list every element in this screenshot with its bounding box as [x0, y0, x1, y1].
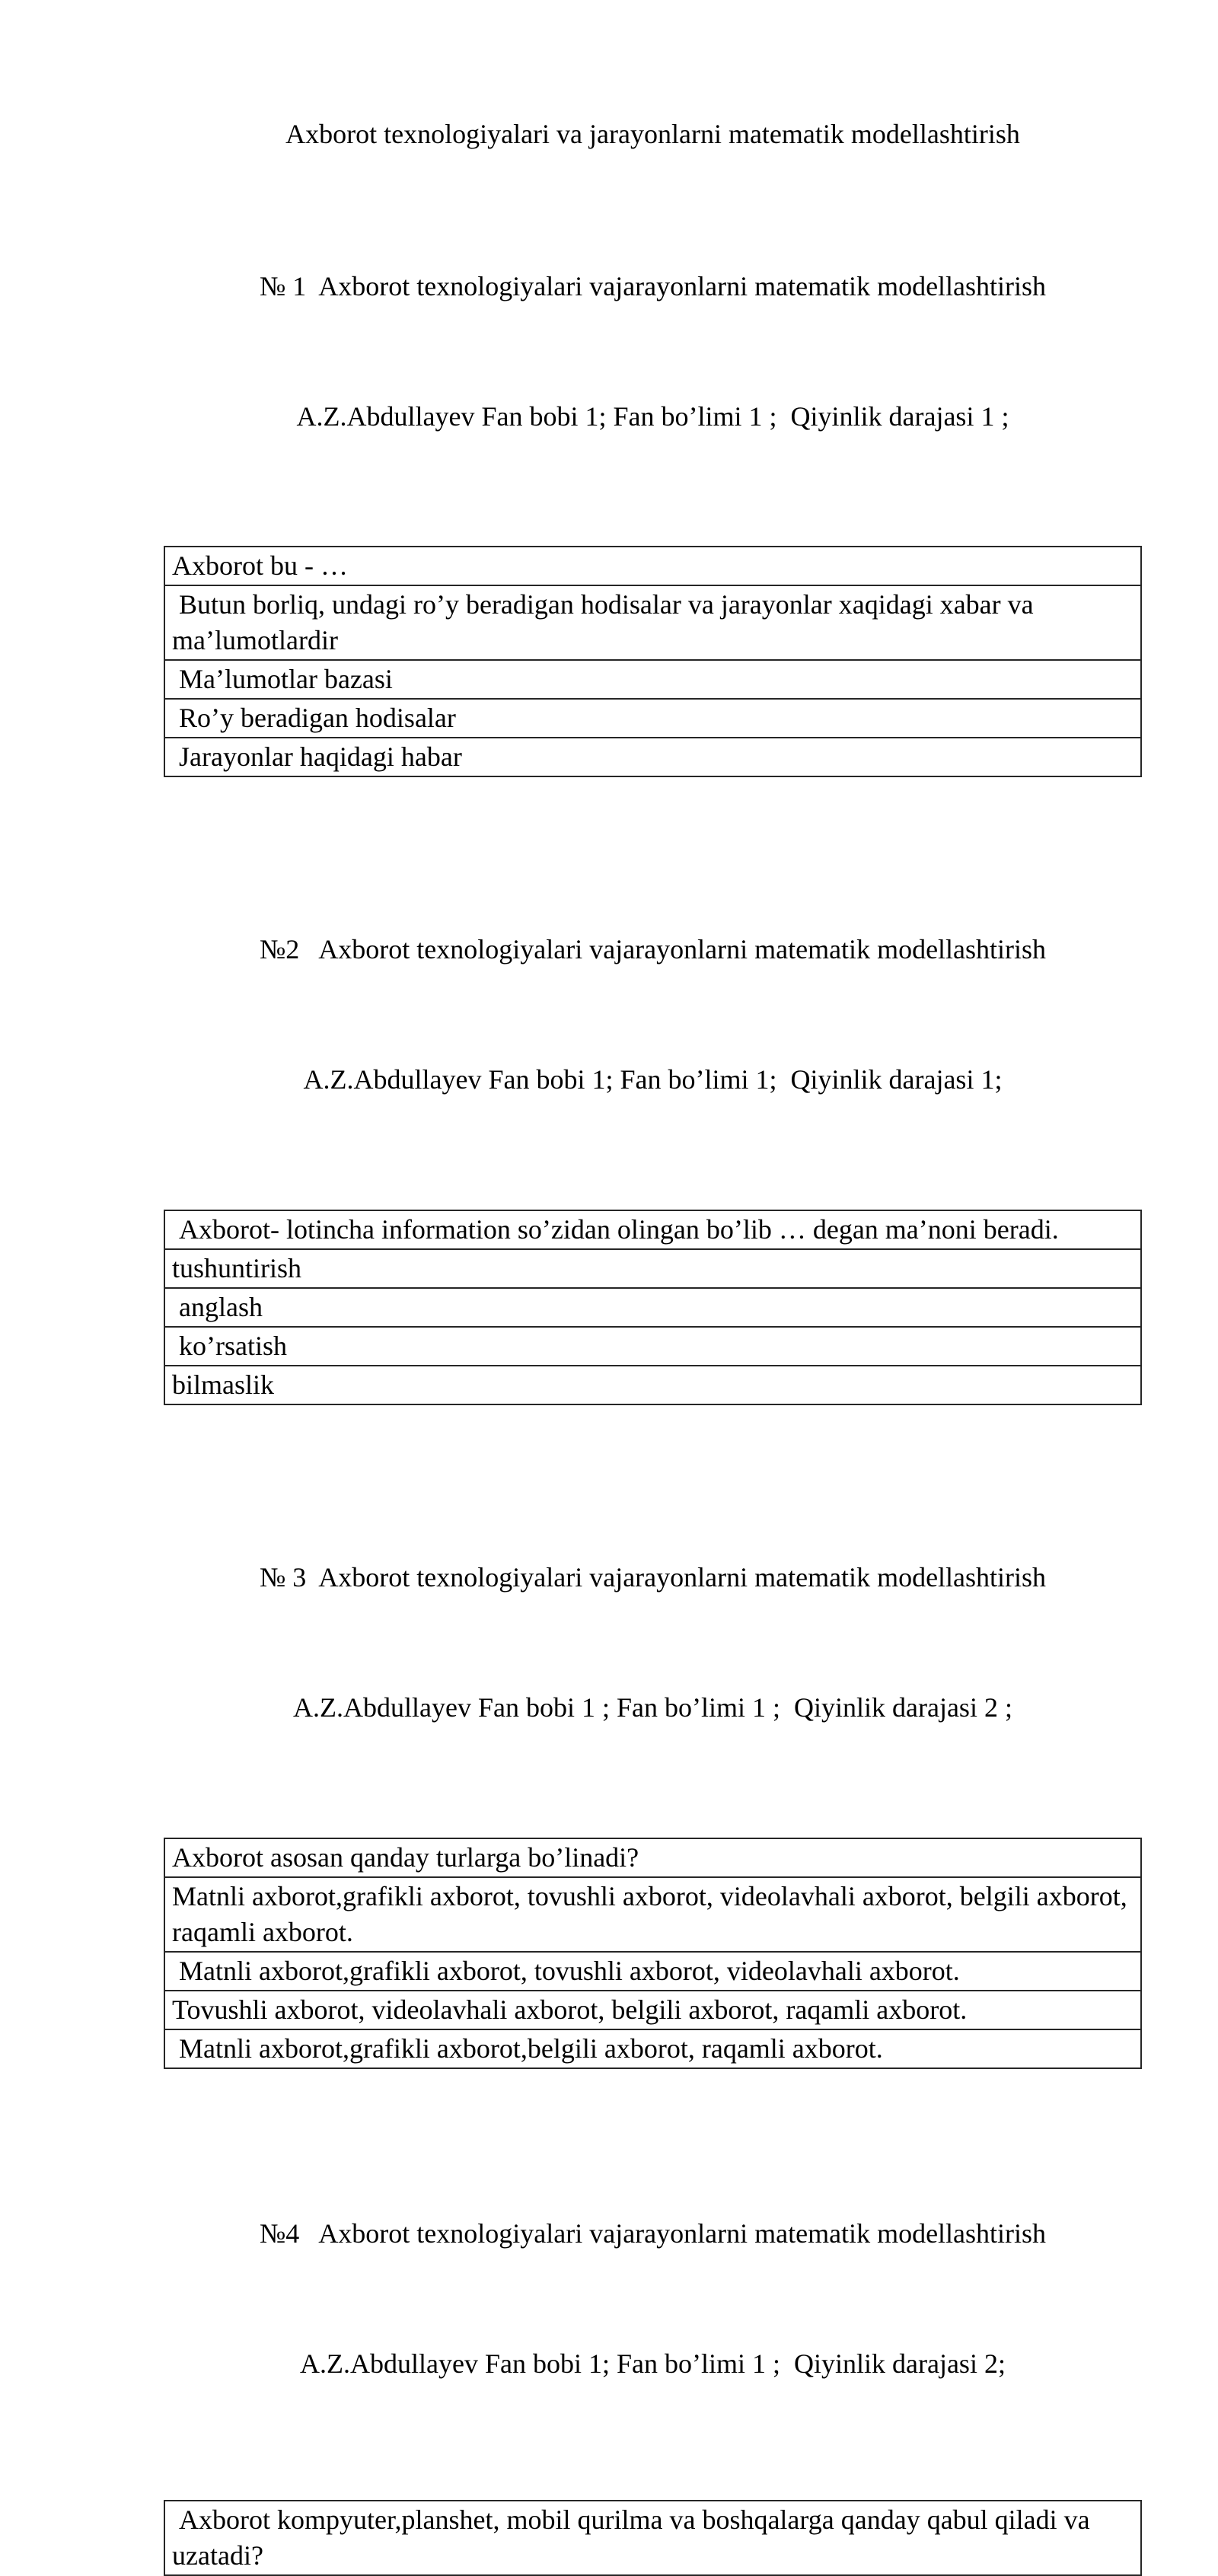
answer-option: ko’rsatish — [165, 1326, 1140, 1365]
page-title: Axborot texnologiyalari va jarayonlarni matematik modellashtirish — [285, 119, 1020, 149]
section-3-meta-line: A.Z.Abdullayev Fan bobi 1 ; Fan bo’limi 1 ; Qiyinlik darajasi 2 ; — [293, 1692, 1012, 1723]
question-table-2 — [164, 1210, 1142, 1405]
answer-option: Matnli axborot,grafikli axborot, tovushli axborot, videolavhali axborot. — [165, 1951, 1140, 1990]
question-section-1 — [164, 178, 1142, 777]
answer-option: Jarayonlar haqidagi habar — [165, 737, 1140, 776]
answer-option: Matnli axborot,grafikli axborot, tovushli axborot, videolavhali axborot, belgili axborot, raqamli axborot. — [165, 1876, 1140, 1951]
section-4-number-line: №4 Axborot texnologiyalari vajarayonlarni matematik modellashtirish — [259, 2218, 1047, 2249]
answer-option: tushuntirish — [165, 1248, 1140, 1287]
answer-option: Tovushli axborot, videolavhali axborot, belgili axborot, raqamli axborot. — [165, 1990, 1140, 2029]
question-table-3 — [164, 1838, 1142, 2069]
answer-option: anglash — [165, 1287, 1140, 1326]
question-table-4 — [164, 2500, 1142, 2576]
question-text: Axborot- lotincha information so’zidan olingan bo’lib … degan ma’noni beradi. — [172, 1214, 1059, 1245]
question-section-2 — [164, 841, 1142, 1405]
question-section-3 — [164, 1469, 1142, 2069]
section-2-meta-line: A.Z.Abdullayev Fan bobi 1; Fan bo’limi 1; Qiyinlik darajasi 1; — [303, 1064, 1003, 1095]
answer-option: Ro’y beradigan hodisalar — [165, 698, 1140, 737]
question-table-1 — [164, 546, 1142, 777]
section-1-number-line: № 1 Axborot texnologiyalari vajarayonlarni matematik modellashtirish — [259, 271, 1047, 301]
section-1-meta-line: A.Z.Abdullayev Fan bobi 1; Fan bo’limi 1 ; Qiyinlik darajasi 1 ; — [296, 401, 1009, 432]
answer-option: bilmaslik — [165, 1365, 1140, 1404]
question-section-4 — [164, 2125, 1142, 2576]
question-text: Axborot asosan qanday turlarga bo’linadi? — [172, 1842, 639, 1873]
answer-option: Butun borliq, undagi ro’y beradigan hodisalar va jarayonlar xaqidagi xabar va ma’lumotlardir — [165, 585, 1140, 659]
section-1-heading — [164, 178, 1142, 525]
section-4-meta-line: A.Z.Abdullayev Fan bobi 1; Fan bo’limi 1 ; Qiyinlik darajasi 2; — [300, 2348, 1006, 2379]
section-3-heading — [164, 1469, 1142, 1816]
document-content — [164, 0, 1142, 2576]
question-text: Axborot bu - … — [172, 550, 348, 581]
section-3-number-line: № 3 Axborot texnologiyalari vajarayonlarni matematik modellashtirish — [259, 1562, 1047, 1592]
section-4-heading — [164, 2125, 1142, 2472]
section-2-number-line: №2 Axborot texnologiyalari vajarayonlarni matematik modellashtirish — [259, 934, 1047, 964]
answer-option: Ma’lumotlar bazasi — [165, 659, 1140, 698]
answer-option: Matnli axborot,grafikli axborot,belgili axborot, raqamli axborot. — [165, 2029, 1140, 2067]
section-2-heading — [164, 841, 1142, 1188]
question-text: Axborot kompyuter,planshet, mobil qurilma va boshqalarga qanday qabul qiladi va uzatadi? — [172, 2504, 1097, 2571]
